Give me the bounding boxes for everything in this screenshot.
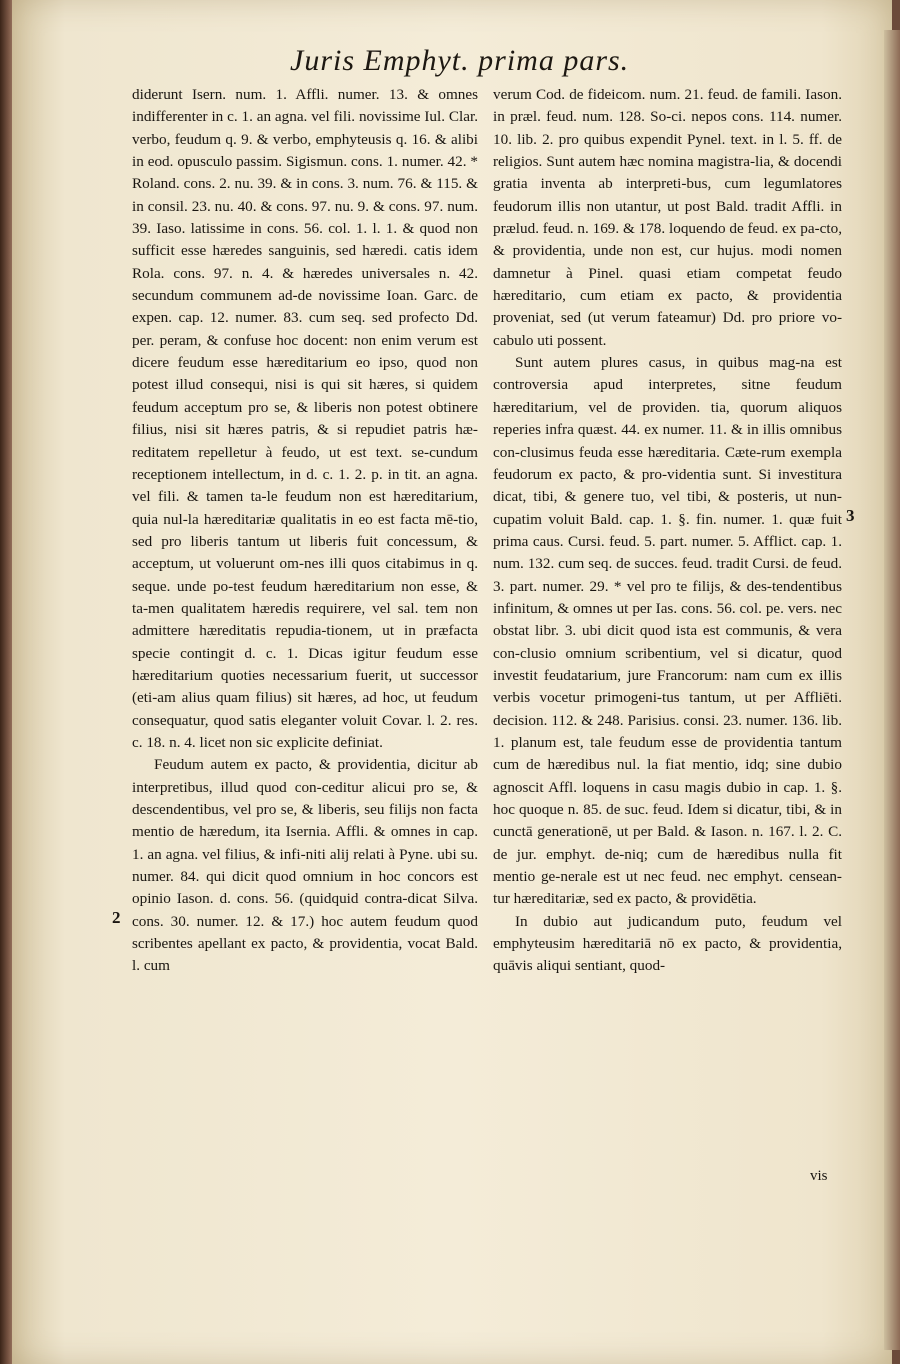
left-column <box>132 84 478 978</box>
right-column <box>493 84 842 978</box>
catchword: vis <box>810 1168 828 1184</box>
page-edge <box>884 30 900 1350</box>
right-paragraph-1: verum Cod. de fideicom. num. 21. feud. de famili. Iason. in præl. feud. num. 128. So-ci. nepos cons. 114. numer. 10. lib. 2. pro quibus expendit Pynel. text. in l. 5. ff. de religios. Sunt autem hæc nomina magistra-lia, & docendi gratia inventa ab interpreti-bus, cum legumlatores feudorum illis non utantur, ut post Bald. tradit Affli. in prælud. feud. n. 169. & 178. loquendo de feud. ex pa-cto, & providentia, unde non est, cur hujus. modi nomen damnetur à Pinel. quasi etiam competat feudo hæreditario, cum etiam ex pacto, & providentia proveniat, sed (ut verum fateamur) Dd. pro priore vo-cabulo uti possent. <box>493 86 842 349</box>
left-paragraph-2: Feudum autem ex pacto, & providentia, dicitur ab interpretibus, illud quod con-ceditur alicui pro se, & descendentibus, vel pro se, & liberis, seu filijs non facta mentio de hæredum, ita Isernia. Affli. & omnes in cap. 1. an agna. vel filius, & infi-niti alij relati à Pyne. ubi su. numer. 84. qui dicit quod omnium in hoc concors est opinio Iason. d. cons. 56. (quidquid contra-dicat Silva. cons. 30. numer. 12. & 17.) hoc autem feudum quod scribentes apellant ex pacto, & providentia, vocat Bald. l. cum <box>132 756 478 975</box>
margin-number-left: 2 <box>112 908 121 927</box>
running-header: Juris Emphyt. prima pars. <box>290 44 630 77</box>
right-paragraph-3: In dubio aut judicandum puto, feudum vel emphyteusim hæreditariā nō ex pacto, & providentia, quāvis aliqui sentiant, quod- <box>493 912 842 975</box>
margin-number-right: 3 <box>846 506 855 525</box>
left-paragraph-1: diderunt Isern. num. 1. Affli. numer. 13. & omnes indifferenter in c. 1. an agna. vel fili. novissime Iul. Clar. verbo, feudum q. 9. & verbo, emphyteusis q. 16. & alibi in eod. opusculo passim. Sigismun. cons. 1. numer. 42. * Roland. cons. 2. nu. 39. & in cons. 3. num. 76. & 115. & in consil. 23. nu. 40. & cons. 97. nu. 9. & cons. 97. num. 39. Iaso. latissime in cons. 56. col. 1. l. 1. & quod non sufficit esse hæredes sanguinis, sed hæredi. catis idem Rola. cons. 97. n. 4. & hæredes universales n. 42. secundum communem ad-de novissime Ioan. Garc. de expen. cap. 12. numer. 83. cum seq. sed profecto Dd. per. peram, & confuse hoc docent: non enim verum est dicere feudum esse hæreditarium eo ipso, quod non potest illud consequi, nisi is qui sit hæres, si quidem feudum acceptum pro se, & liberis non potest obtinere filius, nisi sit hæres patris, & si repudiet patris hæ-reditatem repelletur à feudo, ut est text. se-cundum receptionem intellectum, in d. c. 1. 2. p. in tit. an agna. vel fili. & tamen ta-le feudum non est hæreditarium, quia nul-la hæreditariæ qualitatis in eo est facta mē-tio, sed pro liberis tantum ut liberis fuit concessum, & acceptum, ut voluerunt om-nes illi quos citabimus in q. seque. unde po-test feudum hæreditarium non esse, & ta-men qualitatem hæredis requirere, vel sal. tem non admittere hæreditatis repudia-tionem, ut in præfacta specie contingit d. c. 1. Dicas igitur feudum esse hæreditarium quoties necessarium fuerit, ut successor (eti-am alius quam filius) sit hæres, ad hoc, ut feudum consequatur, quod satis eleganter voluit Covar. l. 2. res. c. 18. n. 4. licet non sic explicite definiat. <box>132 86 478 751</box>
right-paragraph-2: Sunt autem plures casus, in quibus mag-na est controversia apud interpretes, sitne feudum hæreditarium, vel de providen. tia, quorum aliquos reperies infra quæst. 44. ex numer. 11. & in illis omnibus con-clusimus feuda esse hæreditaria. Cæte-rum exempla feudorum ex pacto, & pro-videntia sunt. Si investitura dicat, tibi, & genere tuo, vel tibi, & posteris, ut nun-cupatim voluit Bald. cap. 1. §. fin. numer. 1. quæ fuit prima caus. Cursi. feud. 5. part. numer. 5. Afflict. cap. 1. num. 132. cum seq. de succes. feud. tradit Cursi. de feud. 3. part. numer. 29. * vel pro te filijs, & des-tendentibus infinitum, & omnes ut per Ias. cons. 56. col. pe. vers. nec obstat libr. 3. ubi dicit quod ista est communis, & vera con-clusio omnium scribentium, vel si dicatur, quod investit feudatarium, jure Francorum: nam cum ex illis verbis vocetur primogeni-tus tantum, ut per Affliēti. decision. 112. & 248. Parisius. consi. 23. numer. 136. lib. 1. planum est, tale feudum esse de providentia tantum cum de hæredibus nul. la fiat mentio, idq; sine dubio agnoscit Affl. loquens in casu magis dubio in cap. 1. §. hoc quoque n. 85. de suc. feud. Idem si dicatur, tibi, & in cunctā generationē, ut per Bald. & Iason. n. 167. l. 2. C. de jur. emphyt. de-niq; cum de hæredibus nulla fit mentio ge-nerale est ut nec feud. nec emphyt. censean-tur hæreditariæ, sed ex pacto, & providētia. <box>493 354 842 908</box>
